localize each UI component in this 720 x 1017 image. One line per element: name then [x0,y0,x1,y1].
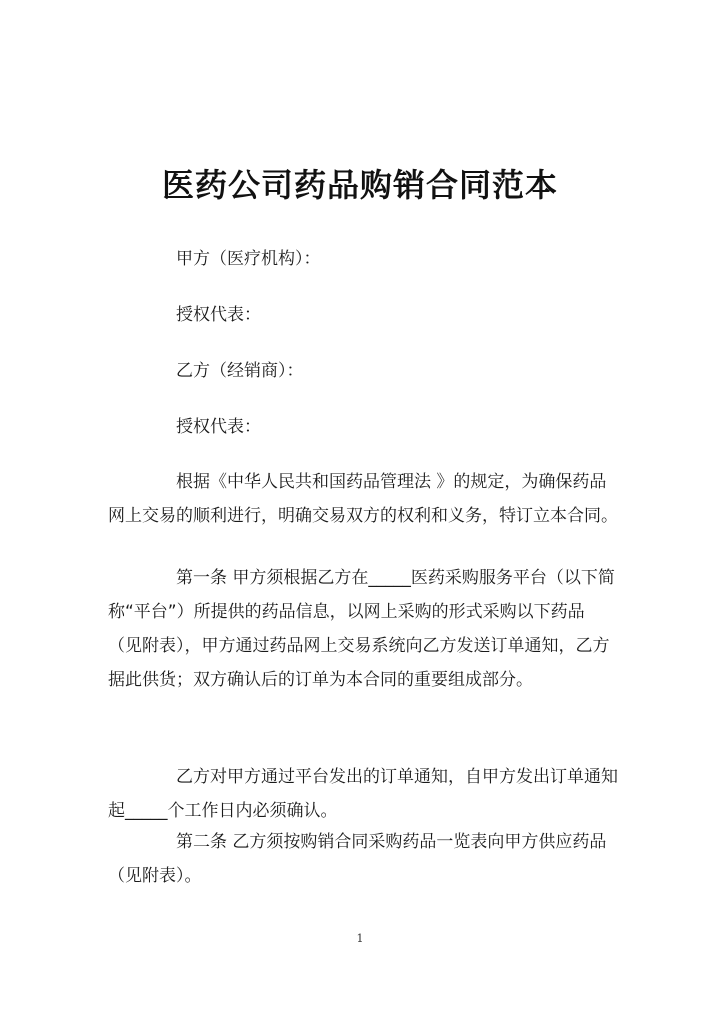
party-a-representative-line: 授权代表： [176,305,261,325]
article-1-paragraph: 第一条 甲方须根据乙方在_____医药采购服务平台（以下简称“平台”）所提供的药品信息，以网上采购的形式采购以下药品（见附表），甲方通过药品网上交易系统向乙方发送订单通知，乙方据此供货；双方确认后的订单为本合同的重要组成部分。 [108,568,615,690]
party-a-line: 甲方（医疗机构）： [176,249,321,269]
party-b-representative-line: 授权代表： [176,417,261,437]
document-title: 医药公司药品购销合同范本 [161,166,558,204]
article-1-confirmation-paragraph: 乙方对甲方通过平台发出的订单通知，自甲方发出订单通知起_____个工作日内必须确认。 [108,767,618,821]
page-number: 1 [356,932,364,945]
party-b-line: 乙方（经销商）： [176,361,304,381]
article-2-paragraph: 第二条 乙方须按购销合同采购药品一览表向甲方供应药品（见附表）。 [108,832,607,886]
preamble-paragraph: 根据《中华人民共和国药品管理法 》的规定，为确保药品网上交易的顺利进行，明确交易双方的权利和义务，特订立本合同。 [108,472,618,526]
